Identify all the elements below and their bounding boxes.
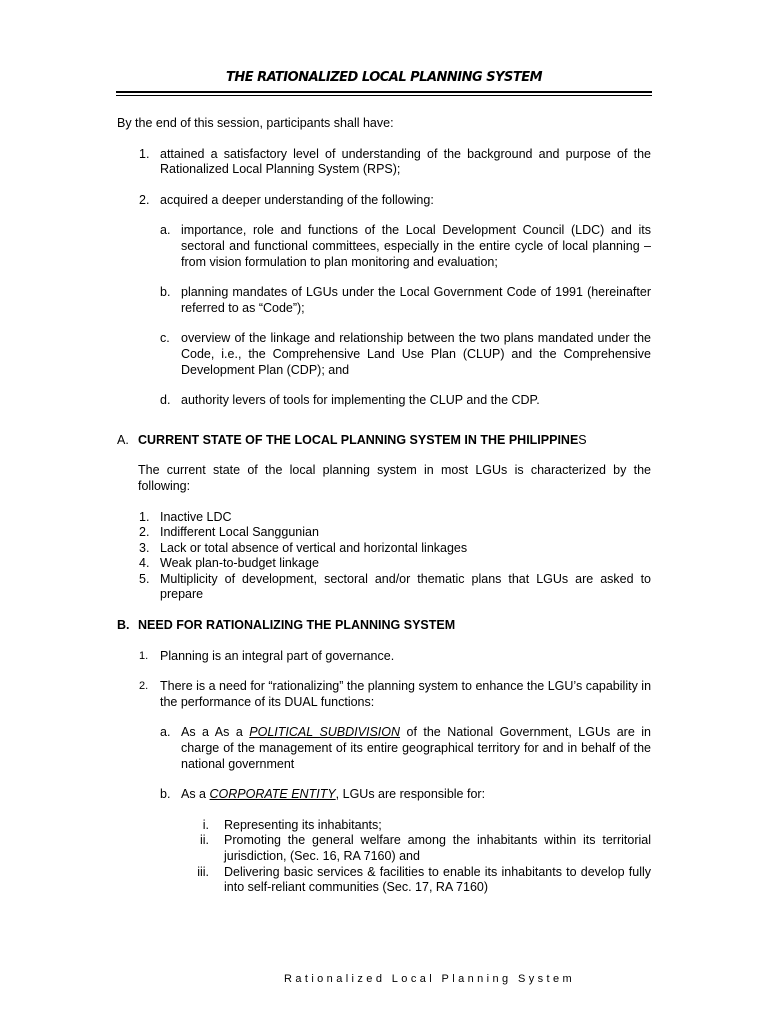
dual-function-pre: As a bbox=[181, 787, 210, 802]
list-number: 2. bbox=[139, 525, 150, 540]
list-item-text: Multiplicity of development, sectoral and/or thematic plans that LGUs are asked to prepare bbox=[160, 571, 651, 602]
page-footer: Rationalized Local Planning System bbox=[284, 973, 576, 985]
section-a-intro: The current state of the local planning system in most LGUs is characterized by the following: bbox=[138, 463, 651, 493]
political-subdivision-emphasis: POLITICAL SUBDIVISION bbox=[249, 725, 401, 740]
page-header bbox=[116, 70, 652, 96]
subitem bbox=[117, 223, 651, 270]
list-letter: d. bbox=[160, 393, 171, 408]
objective-text: acquired a deeper understanding of the following: bbox=[160, 192, 434, 207]
list-item bbox=[117, 679, 651, 710]
intro-paragraph: By the end of this session, participants shall have: bbox=[117, 116, 394, 130]
objective-item bbox=[117, 147, 651, 178]
responsibility-item bbox=[117, 833, 651, 864]
list-number: 2. bbox=[139, 192, 150, 207]
list-number: 4. bbox=[139, 556, 150, 571]
section-title: NEED FOR RATIONALIZING THE PLANNING SYSTEM bbox=[138, 618, 456, 633]
subitem bbox=[117, 285, 651, 316]
list-item-text: There is a need for “rationalizing” the planning system to enhance the LGU’s capability in the performance of its DUAL functions: bbox=[160, 679, 652, 709]
dual-functions-list bbox=[117, 725, 651, 802]
list-item-text: Lack or total absence of vertical and horizontal linkages bbox=[160, 540, 468, 555]
roman-numeral: ii. bbox=[199, 833, 209, 848]
list-letter: c. bbox=[160, 331, 170, 346]
header-rule-thick bbox=[116, 91, 652, 93]
responsibilities-list bbox=[117, 818, 651, 896]
dual-function-pre: As a As a bbox=[181, 725, 250, 740]
subitem-text: planning mandates of LGUs under the Local Government Code of 1991 (hereinafter referred to as “Code”); bbox=[181, 285, 651, 315]
objectives-list bbox=[117, 147, 651, 209]
section-a-list bbox=[117, 510, 651, 604]
subitem bbox=[117, 393, 651, 409]
roman-numeral: i. bbox=[202, 817, 209, 832]
list-number: 1. bbox=[139, 146, 150, 161]
list-item-text: Weak plan-to-budget linkage bbox=[160, 556, 319, 571]
responsibility-text: Representing its inhabitants; bbox=[224, 817, 382, 832]
subitem-text: importance, role and functions of the Local Development Council (LDC) and its sectoral and functional committees, especially in the entire cycle of local planning – from vision formulation to plan monitoring and evaluation; bbox=[181, 223, 651, 269]
objective-text: attained a satisfactory level of understanding of the background and purpose of the Rationalized Local Planning System (RPS); bbox=[160, 146, 651, 177]
list-letter: a. bbox=[160, 223, 171, 238]
dual-function-post: of the National Government, LGUs are in charge of the management of its entire geographical territory for and in behalf of the national government bbox=[181, 725, 651, 771]
objective-subitems-list bbox=[117, 223, 651, 408]
subitem-text: overview of the linkage and relationship between the two plans mandated under the Code, i.e., the Comprehensive Land Use Plan (CLUP) and the Comprehensive Development Plan (CDP); and bbox=[181, 331, 651, 377]
section-title-tail: S bbox=[578, 432, 587, 447]
list-letter: b. bbox=[160, 285, 171, 300]
responsibility-item bbox=[117, 865, 651, 896]
list-item bbox=[117, 649, 651, 665]
list-number: 5. bbox=[139, 571, 150, 586]
objective-item bbox=[117, 193, 651, 209]
list-letter: b. bbox=[160, 787, 171, 802]
list-number: 3. bbox=[139, 540, 150, 555]
list-number: 1. bbox=[139, 649, 149, 662]
section-title: CURRENT STATE OF THE LOCAL PLANNING SYSTEM IN THE PHILIPPINE bbox=[138, 432, 579, 447]
section-b-list bbox=[117, 649, 651, 711]
corporate-entity-emphasis: CORPORATE ENTITY bbox=[209, 787, 336, 802]
dual-function-post: , LGUs are responsible for: bbox=[335, 787, 486, 802]
responsibility-text: Promoting the general welfare among the inhabitants within its territorial jurisdiction, (Sec. 16, RA 7160) and bbox=[224, 833, 651, 863]
list-letter: a. bbox=[160, 725, 171, 740]
list-item bbox=[117, 541, 651, 557]
subitem-text: authority levers of tools for implementing the CLUP and the CDP. bbox=[181, 393, 540, 408]
list-item bbox=[117, 556, 651, 572]
roman-numeral: iii. bbox=[197, 864, 209, 879]
section-b-heading bbox=[117, 618, 651, 634]
list-item-text: Planning is an integral part of governance. bbox=[160, 648, 395, 663]
list-item bbox=[117, 572, 651, 603]
header-rule-thin bbox=[116, 95, 652, 96]
subitem bbox=[117, 331, 651, 378]
responsibility-item bbox=[117, 818, 651, 834]
dual-function-corporate bbox=[117, 787, 651, 803]
section-a-heading bbox=[117, 433, 651, 449]
section-letter: A. bbox=[117, 432, 129, 447]
document-body bbox=[117, 116, 651, 896]
list-number: 2. bbox=[139, 680, 149, 693]
list-item-text: Indifferent Local Sanggunian bbox=[160, 525, 319, 540]
list-number: 1. bbox=[139, 509, 150, 524]
page-title: THE RATIONALIZED LOCAL PLANNING SYSTEM bbox=[225, 70, 543, 85]
responsibility-text: Delivering basic services & facilities to enable its inhabitants to develop fully into self-reliant communities (Sec. 17, RA 7160) bbox=[224, 864, 651, 895]
list-item bbox=[117, 525, 651, 541]
list-item bbox=[117, 510, 651, 526]
dual-function-political bbox=[117, 725, 651, 772]
list-item-text: Inactive LDC bbox=[160, 509, 232, 524]
section-letter: B. bbox=[117, 618, 130, 633]
